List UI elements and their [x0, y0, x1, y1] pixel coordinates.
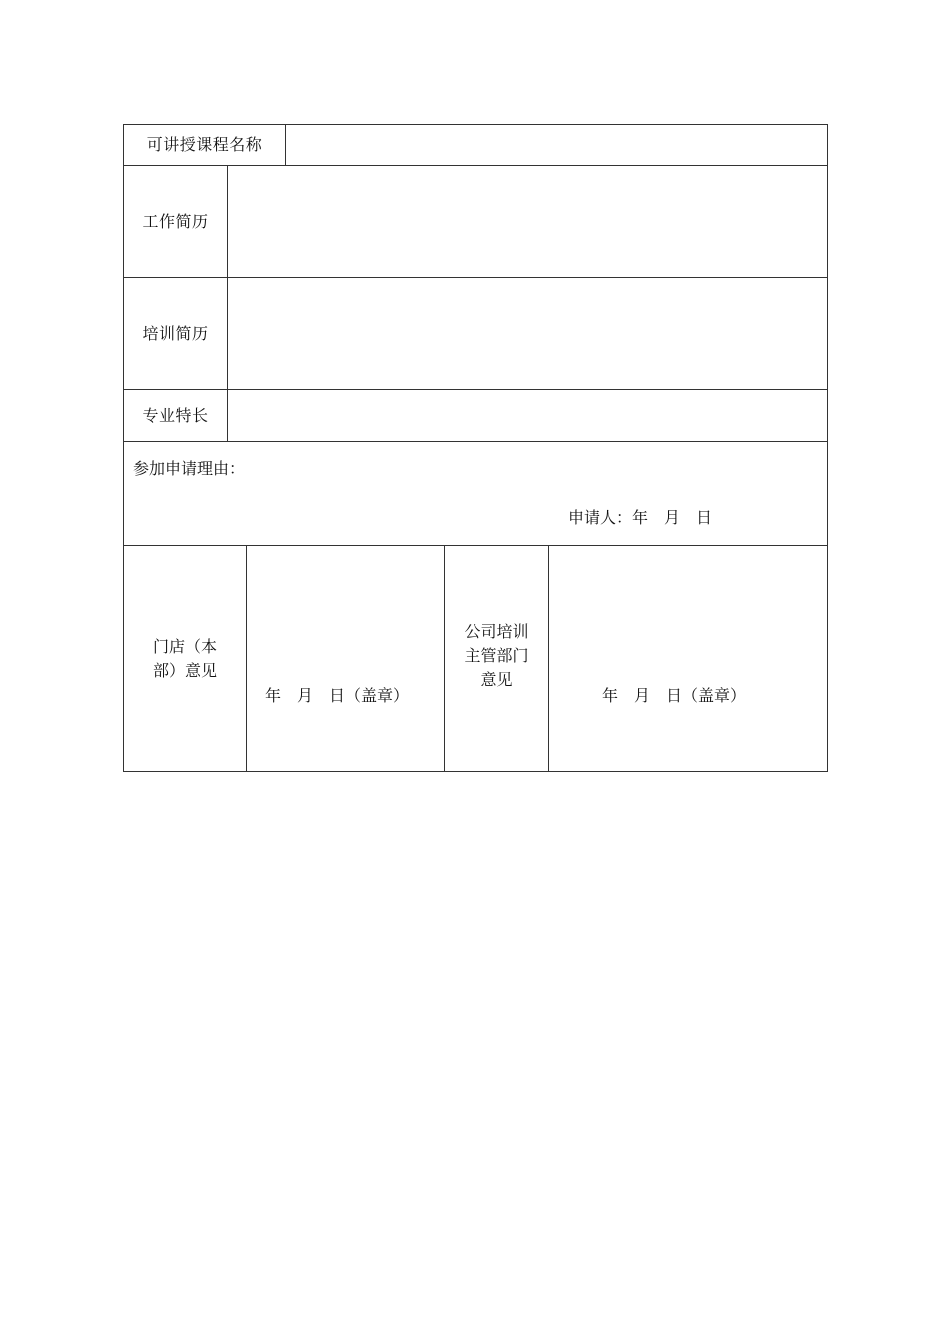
course-name-label: 可讲授课程名称	[124, 125, 286, 165]
opinions-row	[124, 546, 827, 771]
company-opinion-field[interactable]	[549, 546, 827, 771]
training-history-field[interactable]	[228, 278, 827, 389]
company-opinion-date: 年 月 日（盖章）	[602, 686, 747, 705]
training-history-row	[124, 278, 827, 390]
specialty-label: 专业特长	[124, 390, 228, 441]
company-opinion-label-line2: 主管部门	[464, 646, 529, 665]
store-opinion-label-line1: 门店（本	[152, 636, 217, 656]
company-opinion-label-line3: 意见	[480, 670, 513, 689]
work-history-field[interactable]	[228, 166, 827, 277]
work-history-label: 工作简历	[124, 166, 228, 277]
company-opinion-label	[445, 546, 549, 771]
training-application-form	[123, 124, 828, 772]
store-opinion-label-line2: 部）意见	[152, 660, 217, 680]
applicant-signature-line: 申请人：年 月 日	[568, 508, 713, 527]
company-opinion-label-line1: 公司培训	[464, 622, 529, 641]
course-name-field[interactable]	[286, 125, 827, 165]
specialty-row	[124, 390, 827, 442]
store-opinion-label	[124, 546, 247, 771]
application-reason-label: 参加申请理由：	[133, 459, 246, 478]
store-opinion-field[interactable]	[247, 546, 445, 771]
application-reason-row[interactable]	[124, 442, 827, 546]
work-history-row	[124, 166, 827, 278]
training-history-label: 培训简历	[124, 278, 228, 389]
store-opinion-date: 年 月 日（盖章）	[265, 686, 410, 705]
specialty-field[interactable]	[228, 390, 827, 441]
course-name-row	[124, 125, 827, 166]
